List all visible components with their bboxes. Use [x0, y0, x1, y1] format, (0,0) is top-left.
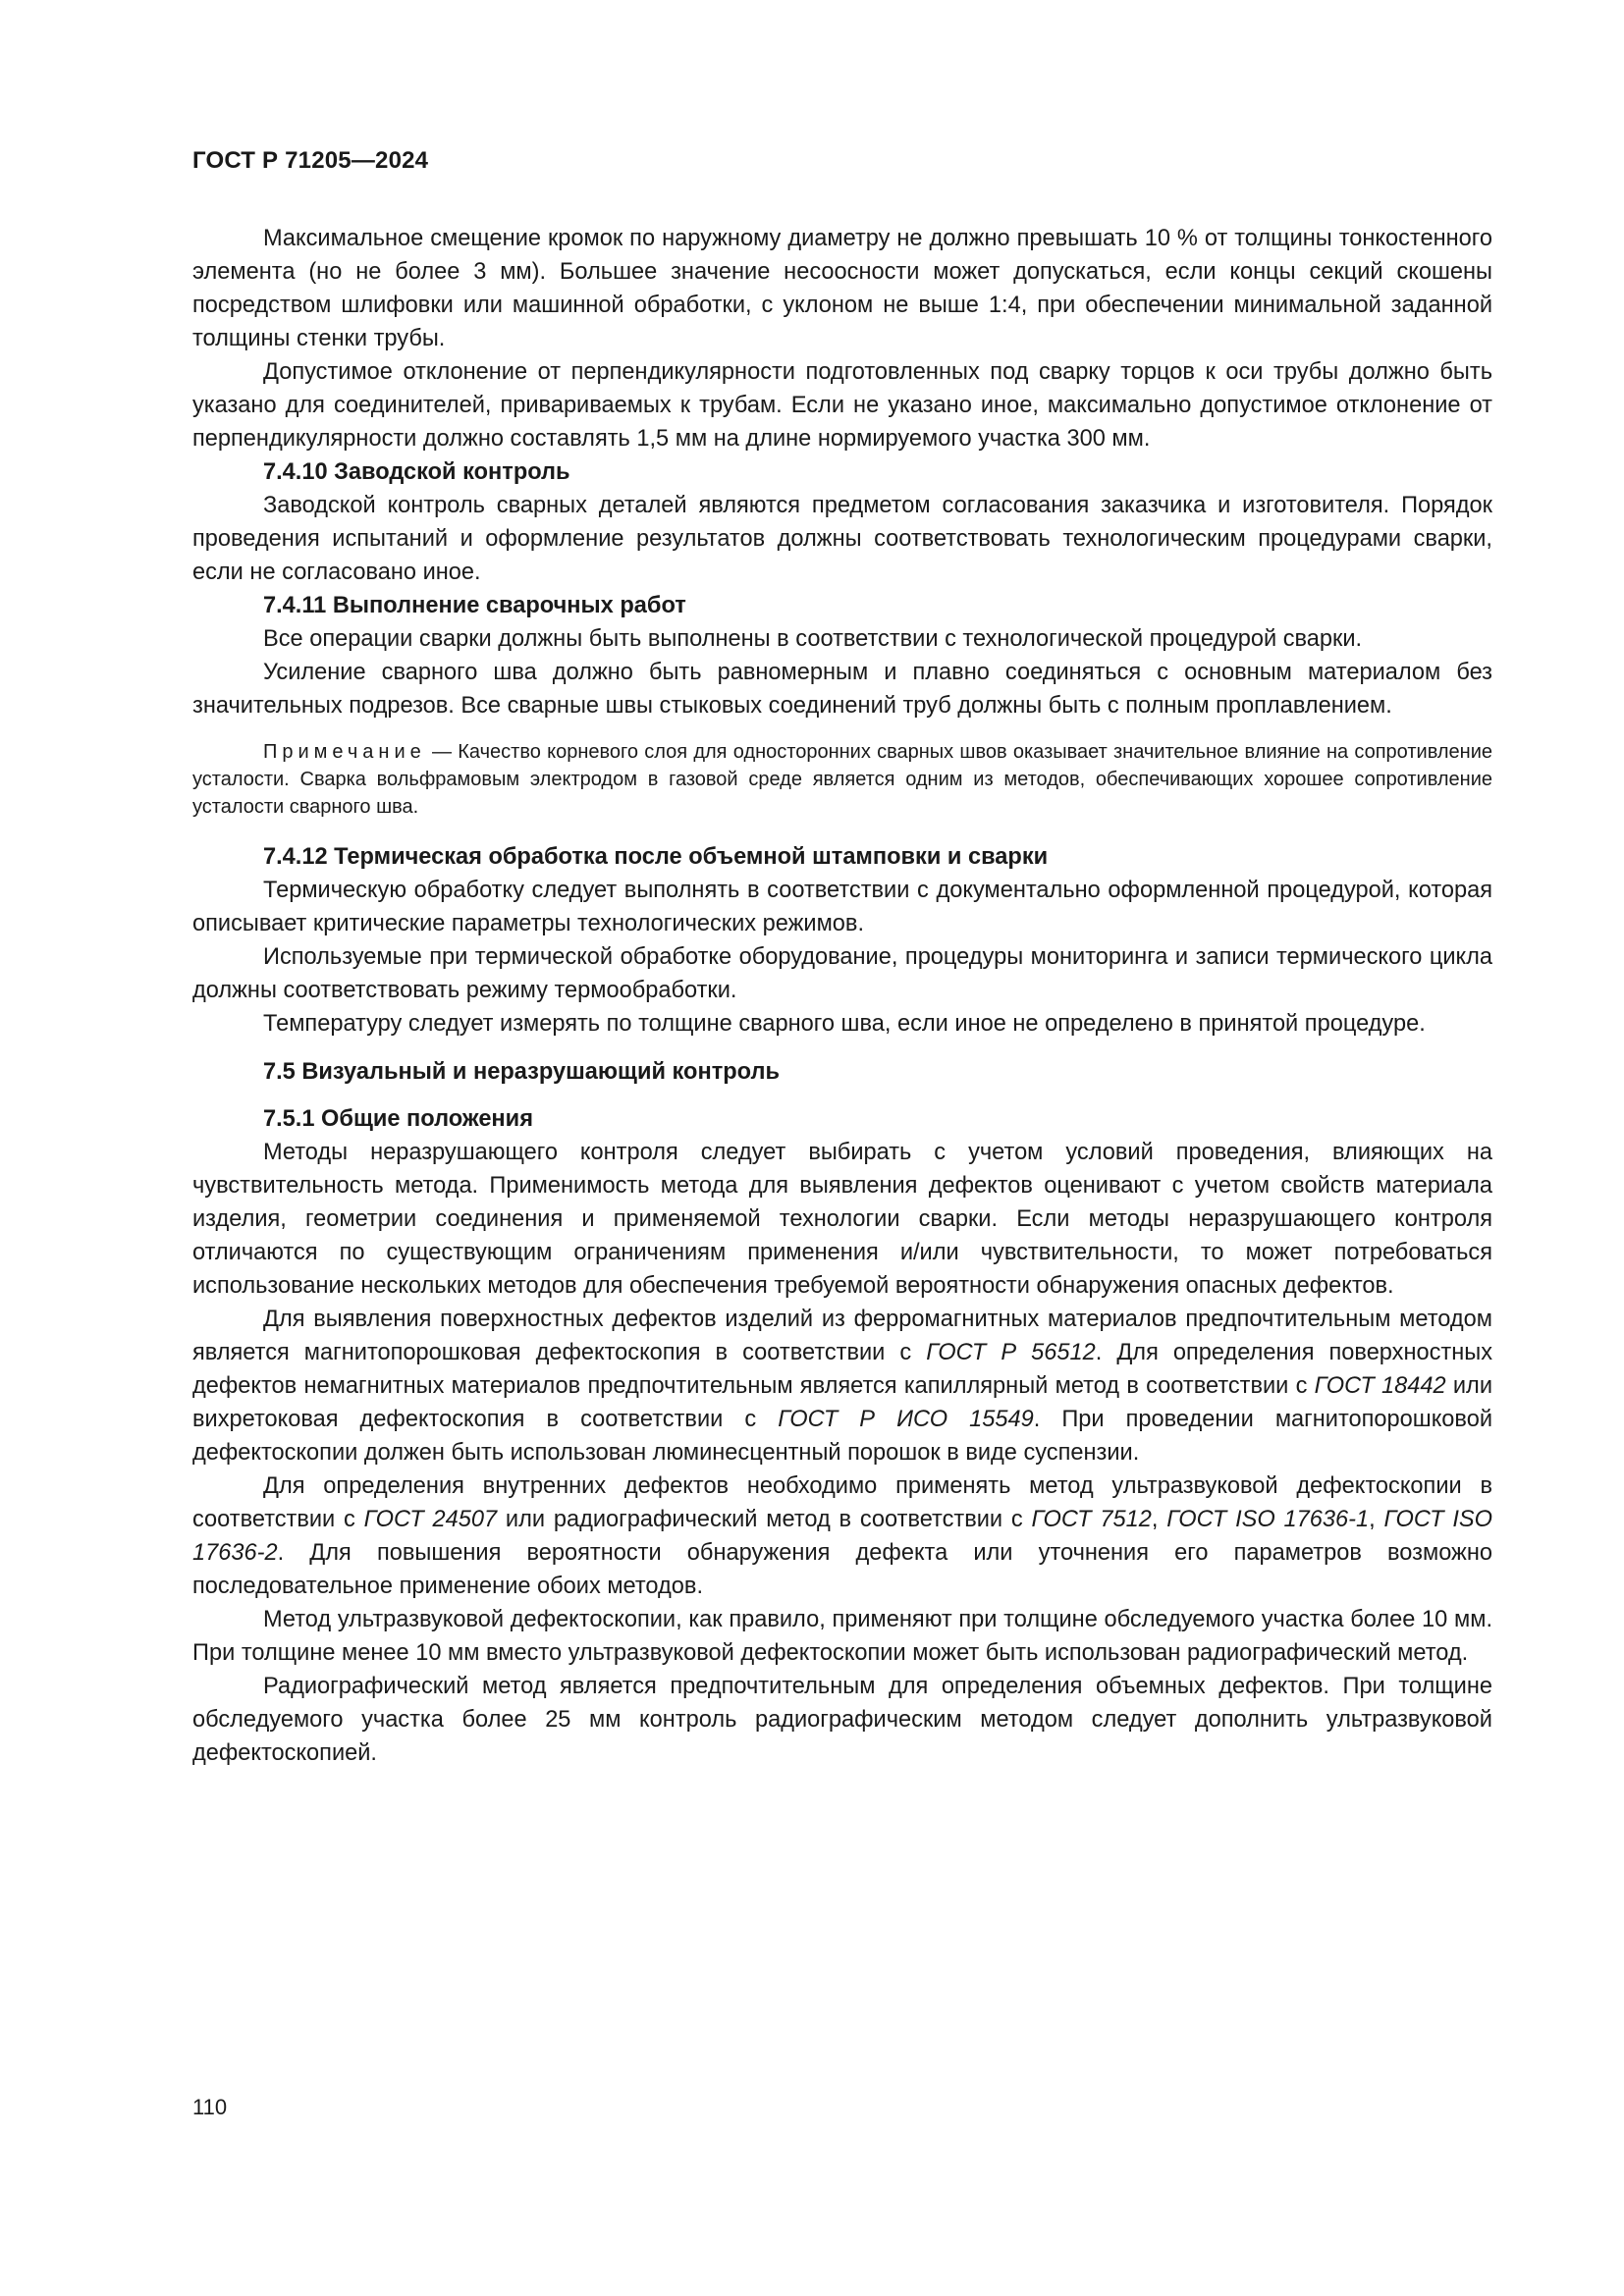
page-number: 110 — [192, 2095, 228, 2119]
text-run: или радиографический метод в соответствии с — [497, 1507, 1032, 1532]
standard-reference: ГОСТ ISO 17636-1 — [1166, 1507, 1370, 1532]
text-run: Для определения внутренних дефектов необходимо применять метод ультразвуковой дефектоскопии в соответствии с — [192, 1473, 1492, 1532]
paragraph: Радиографический метод является предпочтительным для определения объемных дефектов. При толщине обследуемого участка более 25 мм контроль радиографическим методом следует дополнить ультразвуковой дефектоскопией. — [192, 1674, 1492, 1766]
text-run: , — [1369, 1507, 1384, 1532]
note-dash: — — [425, 741, 459, 763]
text-run: . При проведении магнитопорошковой дефектоскопии должен быть использован люминесцентный порошок в виде суспензии. — [192, 1407, 1492, 1466]
paragraph-with-references — [192, 1303, 1492, 1469]
standard-reference: ГОСТ 18442 — [1314, 1373, 1446, 1399]
standard-reference: ГОСТ Р 56512 — [926, 1340, 1096, 1365]
document-body — [192, 222, 1492, 1770]
paragraph: Используемые при термической обработке оборудование, процедуры мониторинга и записи термического цикла должны соответствовать режиму термообработки. — [192, 944, 1492, 1003]
text-run: или вихретоковая дефектоскопия в соответствии с — [192, 1373, 1492, 1432]
paragraph: Метод ультразвуковой дефектоскопии, как правило, применяют при толщине обследуемого участка более 10 мм. При толщине менее 10 мм вместо ультразвуковой дефектоскопии может быть использован радиографический метод. — [192, 1607, 1492, 1666]
section-heading-7-4-10: 7.4.10 Заводской контроль — [263, 459, 570, 485]
section-heading-7-5-1: 7.5.1 Общие положения — [263, 1106, 533, 1132]
paragraph: Все операции сварки должны быть выполнены в соответствии с технологической процедурой сварки. — [263, 626, 1363, 652]
section-heading-7-4-11: 7.4.11 Выполнение сварочных работ — [263, 593, 686, 618]
note-label: Примечание — [263, 741, 426, 763]
document-header: ГОСТ Р 71205—2024 — [192, 147, 429, 174]
section-heading-7-4-12: 7.4.12 Термическая обработка после объемной штамповки и сварки — [263, 844, 1049, 870]
paragraph: Допустимое отклонение от перпендикулярности подготовленных под сварку торцов к оси трубы должно быть указано для соединителей, привариваемых к трубам. Если не указано иное, максимально допустимое отклонение от перпендикулярности должно составлять 1,5 мм на длине нормируемого участка 300 мм. — [192, 359, 1492, 452]
paragraph: Заводской контроль сварных деталей являются предметом согласования заказчика и изготовителя. Порядок проведения испытаний и оформление результатов должны соответствовать технологическим процедурами сварки, если не согласовано иное. — [192, 493, 1492, 585]
standard-reference: ГОСТ 24507 — [363, 1507, 498, 1532]
paragraph: Термическую обработку следует выполнять в соответствии с документально оформленной процедурой, которая описывает критические параметры технологических режимов. — [192, 878, 1492, 936]
paragraph-with-references — [192, 1469, 1492, 1603]
standard-reference: ГОСТ 7512 — [1031, 1507, 1152, 1532]
text-run: . Для определения поверхностных дефектов немагнитных материалов предпочтительным является капиллярный метод в соответствии с — [192, 1340, 1493, 1399]
text-run: , — [1151, 1507, 1167, 1532]
standard-reference: ГОСТ ISO 17636-2 — [192, 1507, 1492, 1566]
paragraph: Температуру следует измерять по толщине сварного шва, если иное не определено в принятой процедуре. — [263, 1011, 1426, 1037]
paragraph: Методы неразрушающего контроля следует выбирать с учетом условий проведения, влияющих на чувствительность метода. Применимость метода для выявления дефектов оценивают с учетом свойств материала изделия, геометрии соединения и применяемой технологии сварки. Если методы неразрушающего контроля отличаются по существующим ограничениям применения и/или чувствительности, то может потребоваться использование нескольких методов для обеспечения требуемой вероятности обнаружения опасных дефектов. — [192, 1140, 1492, 1299]
note — [192, 738, 1492, 821]
section-heading-7-5: 7.5 Визуальный и неразрушающий контроль — [263, 1059, 780, 1085]
paragraph: Максимальное смещение кромок по наружному диаметру не должно превышать 10 % от толщины тонкостенного элемента (но не более 3 мм). Большее значение несоосности может допускаться, если концы секций скошены посредством шлифовки или машинной обработки, с уклоном не выше 1:4, при обеспечении минимальной заданной толщины стенки трубы. — [192, 226, 1492, 351]
note-text: Качество корневого слоя для односторонних сварных швов оказывает значительное влияние на сопротивление усталости. Сварка вольфрамовым электродом в газовой среде является одним из методов, обеспечивающих хорошее сопротивление усталости сварного шва. — [192, 741, 1492, 818]
standard-reference: ГОСТ Р ИСО 15549 — [778, 1407, 1034, 1432]
text-run: . Для повышения вероятности обнаружения дефекта или уточнения его параметров возможно последовательное применение обоих методов. — [192, 1540, 1492, 1599]
paragraph: Усиление сварного шва должно быть равномерным и плавно соединяться с основным материалом без значительных подрезов. Все сварные швы стыковых соединений труб должны быть с полным проплавлением. — [192, 660, 1492, 719]
text-run: Для выявления поверхностных дефектов изделий из ферромагнитных материалов предпочтительным методом является магнитопорошковая дефектоскопия в соответствии с — [192, 1307, 1492, 1365]
